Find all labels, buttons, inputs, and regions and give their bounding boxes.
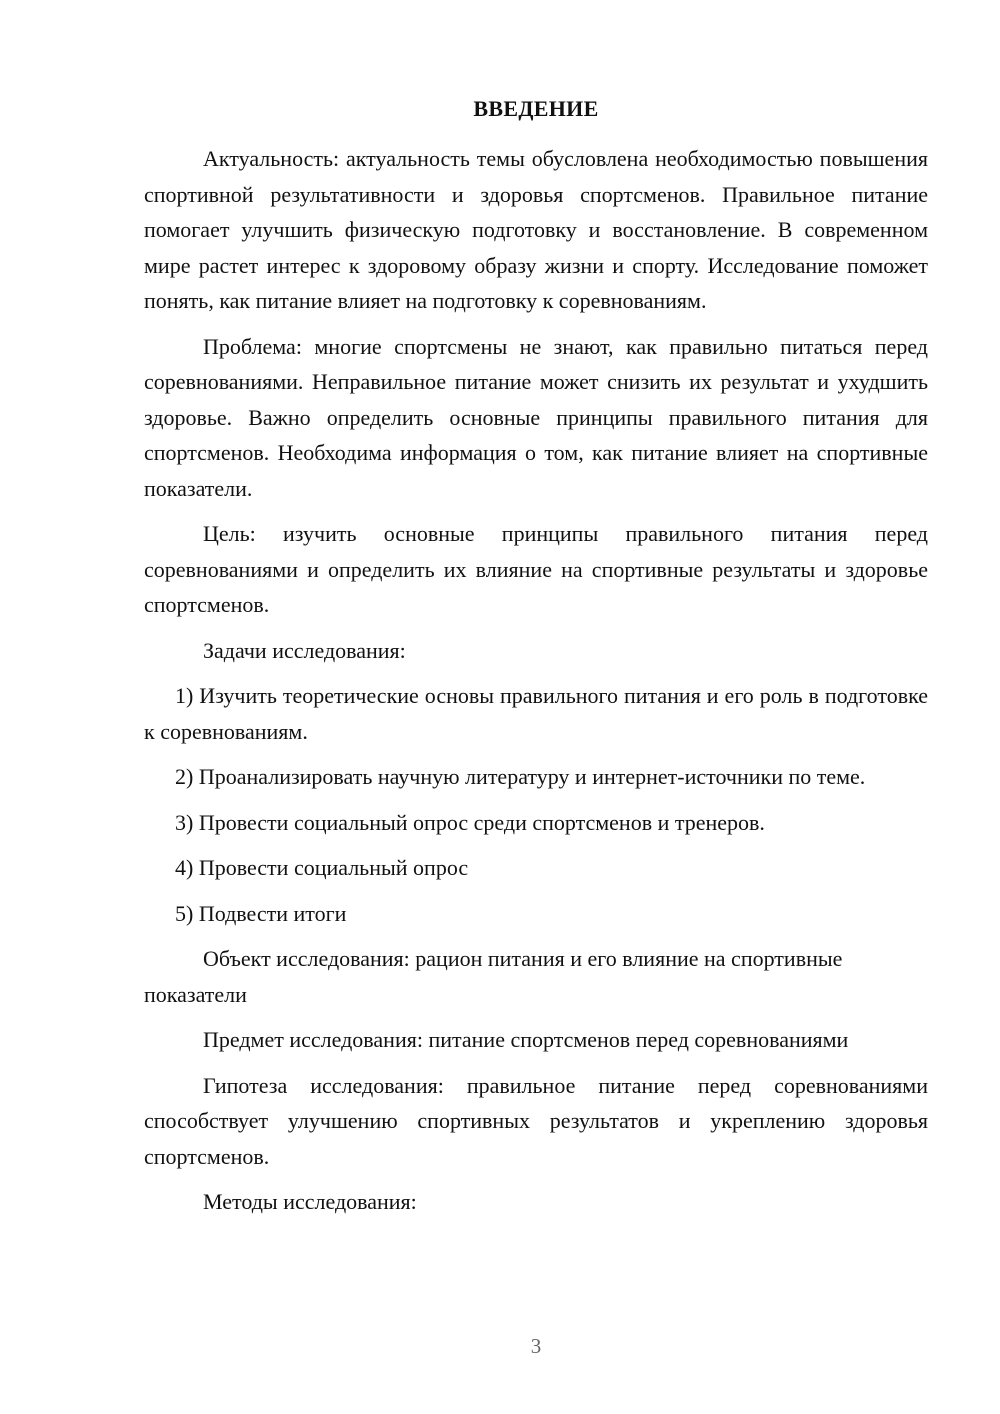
research-methods-heading: Методы исследования: bbox=[203, 1189, 417, 1214]
research-hypothesis-paragraph: Гипотеза исследования: правильное питание перед соревнованиями способствует улучшению спортивных результатов и укреплению здоровья спортсменов. bbox=[144, 1072, 928, 1169]
document-body bbox=[144, 141, 928, 1230]
section-title: ВВЕДЕНИЕ bbox=[473, 96, 599, 121]
research-object-paragraph: Объект исследования: рацион питания и его влияние на спортивные показатели bbox=[144, 946, 843, 1007]
task-item-3: 3) Провести социальный опрос среди спортсменов и тренеров. bbox=[175, 809, 765, 835]
goal-paragraph: Цель: изучить основные принципы правильного питания перед соревнованиями и определить их влияние на спортивные результаты и здоровье спортсменов. bbox=[144, 521, 928, 617]
problem-paragraph: Проблема: многие спортсмены не знают, как правильно питаться перед соревнованиями. Неправильное питание может снизить их результат и ухудшить здоровье. Важно определить основные принципы правильного питания для спортсменов. Необходима информация о том, как питание влияет на спортивные показатели. bbox=[144, 333, 928, 501]
tasks-heading: Задачи исследования: bbox=[203, 637, 406, 663]
task-item-2: 2) Проанализировать научную литературу и интернет-источники по теме. bbox=[175, 764, 866, 789]
page-number: 3 bbox=[530, 1334, 542, 1358]
research-subject-paragraph: Предмет исследования: питание спортсменов перед соревнованиями bbox=[203, 1027, 849, 1052]
task-item-5: 5) Подвести итоги bbox=[175, 900, 347, 926]
task-item-1: 1) Изучить теоретические основы правильного питания и его роль в подготовке к соревнованиям. bbox=[144, 683, 928, 744]
relevance-paragraph: Актуальность: актуальность темы обусловлена необходимостью повышения спортивной результативности и здоровья спортсменов. Правильное питание помогает улучшить физическую подготовку и восстановление. В современном мире растет интерес к здоровому образу жизни и спорту. Исследование поможет понять, как питание влияет на подготовку к соревнованиям. bbox=[144, 146, 928, 313]
task-item-4: 4) Провести социальный опрос bbox=[175, 855, 469, 880]
